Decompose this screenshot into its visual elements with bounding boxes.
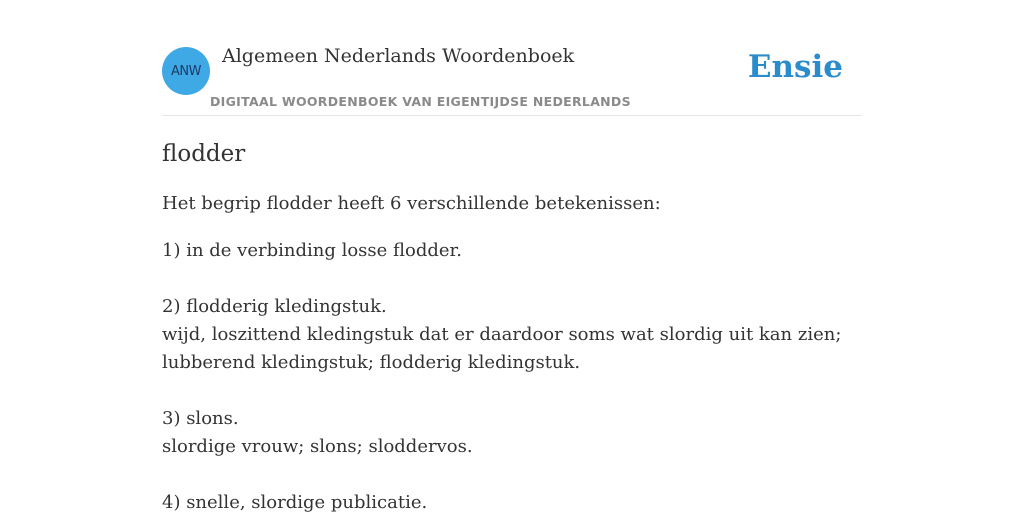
meaning-heading: 4) snelle, slordige publicatie.	[162, 492, 428, 512]
meaning-heading: 2) flodderig kledingstuk.	[162, 296, 387, 317]
meaning-description: lubberend kledingstuk; flodderig kledingstuk.	[162, 352, 581, 373]
site-title[interactable]: Algemeen Nederlands Woordenboek	[222, 45, 575, 67]
entry-content	[162, 138, 862, 512]
meaning-description: wijd, loszittend kledingstuk dat er daardoor soms wat slordig uit kan zien;	[162, 324, 842, 345]
anw-logo[interactable]	[162, 47, 210, 95]
entry-intro: Het begrip flodder heeft 6 verschillende betekenissen:	[162, 193, 661, 214]
meaning-item	[162, 293, 862, 377]
logo-text: ANW	[171, 63, 201, 79]
meaning-heading: 1) in de verbinding losse flodder.	[162, 240, 462, 261]
site-subtitle: DIGITAAL WOORDENBOEK VAN EIGENTIJDSE NEDERLANDS	[210, 94, 631, 109]
meaning-item	[162, 405, 862, 461]
meanings-list	[162, 237, 862, 512]
meaning-heading: 3) slons.	[162, 408, 239, 429]
ensie-brand-logo[interactable]: Ensie	[747, 49, 843, 85]
site-header	[162, 0, 862, 116]
meaning-item	[162, 237, 862, 265]
meaning-description: slordige vrouw; slons; sloddervos.	[162, 436, 473, 457]
meaning-item	[162, 489, 862, 512]
entry-word-title: flodder	[162, 141, 246, 167]
